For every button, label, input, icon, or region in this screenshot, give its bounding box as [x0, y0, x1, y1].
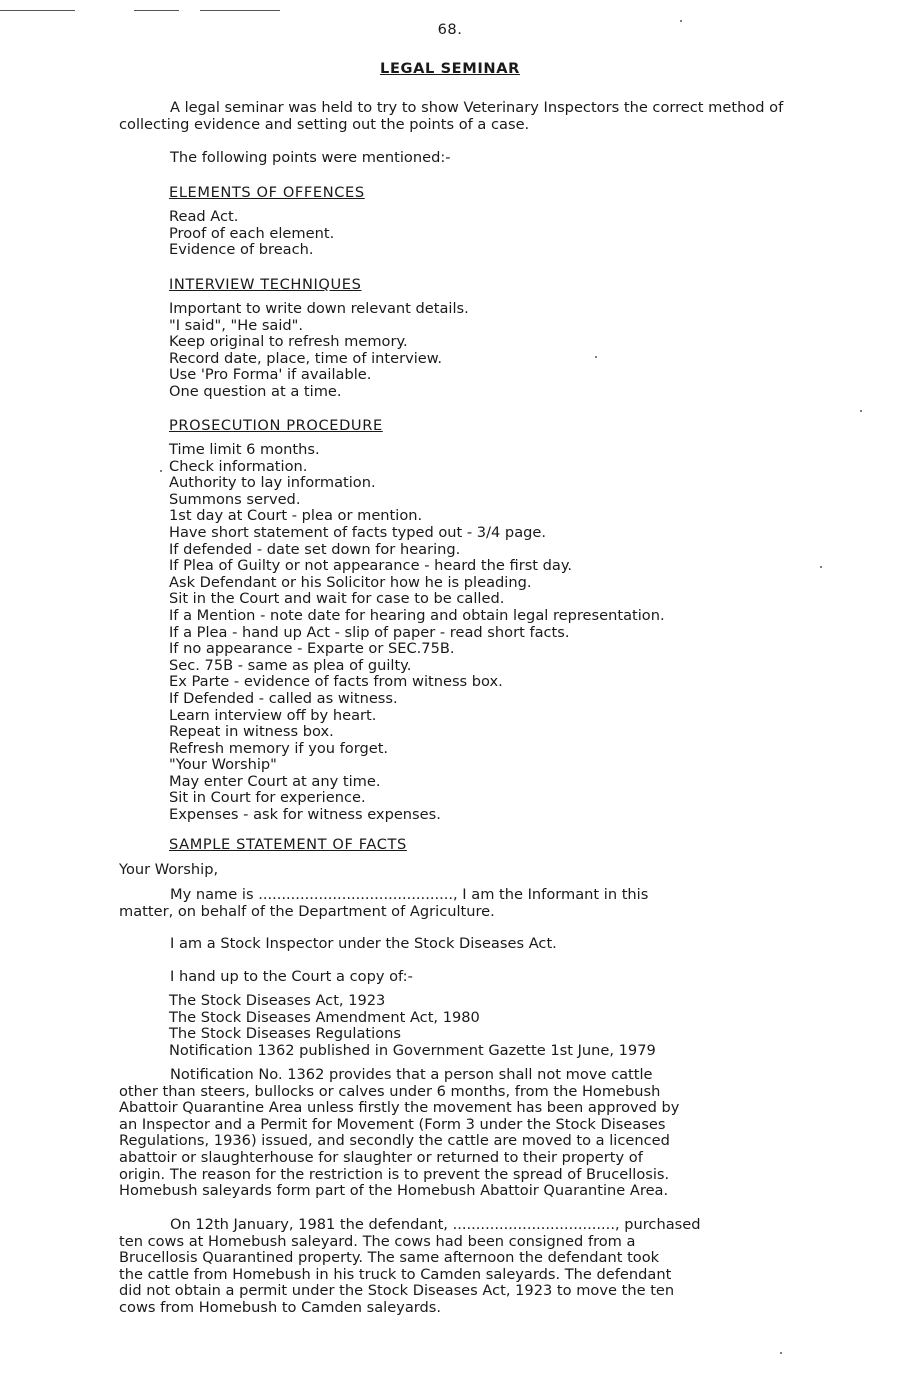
paragraph-line: abattoir or slaughterhouse for slaughter or returned to their property of	[119, 1148, 643, 1166]
salutation: Your Worship,	[119, 861, 219, 878]
paragraph-line: Homebush saleyards form part of the Homebush Abattoir Quarantine Area.	[119, 1182, 669, 1200]
interview-list	[169, 301, 859, 401]
list-item: Proof of each element.	[169, 224, 335, 242]
scan-artefact-line	[134, 10, 179, 11]
list-item: The Stock Diseases Act, 1923	[169, 992, 386, 1009]
list-item: The Stock Diseases Amendment Act, 1980	[169, 1008, 480, 1026]
list-item: Refresh memory if you forget.	[169, 739, 389, 757]
paragraph-line: other than steers, bullocks or calves under 6 months, from the Homebush	[119, 1082, 661, 1100]
list-item: If a Mention - note date for hearing and obtain legal representation.	[169, 606, 665, 624]
list-item: Sit in the Court and wait for case to be called.	[169, 590, 505, 608]
paragraph-line: Abattoir Quarantine Area unless firstly the movement has been approved by	[119, 1099, 680, 1117]
list-item: May enter Court at any time.	[169, 772, 381, 790]
paragraph-line: did not obtain a permit under the Stock Diseases Act, 1923 to move the ten	[119, 1282, 675, 1300]
paragraph-line: the cattle from Homebush in his truck to Camden saleyards. The defendant	[119, 1265, 672, 1283]
list-item: If no appearance - Exparte or SEC.75B.	[169, 640, 455, 658]
list-item: If Plea of Guilty or not appearance - heard the first day.	[169, 557, 573, 575]
list-item: Have short statement of facts typed out - 3/4 page.	[169, 523, 547, 541]
list-item: Learn interview off by heart.	[169, 706, 377, 724]
list-item: If a Plea - hand up Act - slip of paper - read short facts.	[169, 623, 570, 641]
list-item: Expenses - ask for witness expenses.	[169, 806, 441, 824]
points-intro: The following points were mentioned:-	[170, 149, 451, 166]
paragraph-line: an Inspector and a Permit for Movement (Form 3 under the Stock Diseases	[119, 1115, 666, 1133]
list-item: Time limit 6 months.	[169, 441, 320, 458]
scan-speck	[860, 410, 862, 412]
page-number: 68.	[437, 21, 463, 38]
documents-list	[169, 993, 859, 1059]
list-item: The Stock Diseases Regulations	[169, 1025, 401, 1043]
elements-list	[169, 209, 859, 259]
intro-paragraph: A legal seminar was held to try to show Veterinary Inspectors the correct method of collecting evidence and setting out the points of a case.	[119, 99, 784, 133]
statement-paragraph-1	[119, 887, 839, 920]
scan-artefact-line	[0, 10, 75, 11]
section-heading-prosecution: PROSECUTION PROCEDURE	[169, 417, 383, 434]
list-item: Authority to lay information.	[169, 474, 376, 492]
list-item: 1st day at Court - plea or mention.	[169, 507, 423, 525]
paragraph-line: Notification No. 1362 provides that a person shall not move cattle	[170, 1066, 653, 1083]
list-item: Check information.	[169, 457, 308, 475]
prosecution-list	[169, 442, 859, 824]
list-item: Notification 1362 published in Government Gazette 1st June, 1979	[169, 1041, 656, 1059]
paragraph-line: ten cows at Homebush saleyard. The cows had been consigned from a	[119, 1232, 636, 1250]
list-item: One question at a time.	[169, 382, 342, 400]
list-item: Summons served.	[169, 490, 301, 508]
scan-artefact-line	[200, 10, 280, 11]
paragraph-line: My name is .........................................., I am the Informant in this	[170, 886, 649, 903]
list-item: Read Act.	[169, 208, 239, 225]
page-title: LEGAL SEMINAR	[380, 60, 520, 77]
paragraph-line: cows from Homebush to Camden saleyards.	[119, 1298, 442, 1316]
statement-paragraph-3: I hand up to the Court a copy of:-	[170, 968, 413, 985]
list-item: Ex Parte - evidence of facts from witness box.	[169, 673, 503, 691]
list-item: Record date, place, time of interview.	[169, 349, 443, 367]
list-item: Sec. 75B - same as plea of guilty.	[169, 656, 412, 674]
scan-speck	[680, 20, 682, 22]
list-item: Repeat in witness box.	[169, 723, 334, 741]
scan-speck	[160, 470, 162, 472]
list-item: Use 'Pro Forma' if available.	[169, 366, 372, 384]
list-item: Sit in Court for experience.	[169, 789, 366, 807]
section-heading-elements: ELEMENTS OF OFFENCES	[169, 184, 365, 201]
paragraph-line: origin. The reason for the restriction is to prevent the spread of Brucellosis.	[119, 1165, 670, 1183]
scan-speck	[820, 566, 822, 568]
paragraph-line: Brucellosis Quarantined property. The same afternoon the defendant took	[119, 1249, 660, 1267]
list-item: "Your Worship"	[169, 756, 277, 774]
statement-paragraph-5	[119, 1217, 839, 1317]
section-heading-sample: SAMPLE STATEMENT OF FACTS	[169, 836, 407, 853]
list-item: Ask Defendant or his Solicitor how he is pleading.	[169, 573, 532, 591]
section-heading-interview: INTERVIEW TECHNIQUES	[169, 276, 362, 293]
scan-speck	[595, 356, 597, 358]
paragraph-line: On 12th January, 1981 the defendant, ..................................., purchased	[170, 1216, 701, 1233]
list-item: If Defended - called as witness.	[169, 689, 398, 707]
list-item: "I said", "He said".	[169, 316, 304, 334]
scan-speck	[780, 1352, 782, 1354]
paragraph-line: Regulations, 1936) issued, and secondly the cattle are moved to a licenced	[119, 1132, 670, 1150]
list-item: If defended - date set down for hearing.	[169, 540, 461, 558]
list-item: Keep original to refresh memory.	[169, 333, 408, 351]
list-item: Evidence of breach.	[169, 241, 314, 259]
statement-paragraph-4	[119, 1067, 839, 1200]
list-item: Important to write down relevant details.	[169, 300, 469, 317]
paragraph-line: matter, on behalf of the Department of Agriculture.	[119, 902, 495, 920]
statement-paragraph-2: I am a Stock Inspector under the Stock Diseases Act.	[170, 935, 557, 952]
